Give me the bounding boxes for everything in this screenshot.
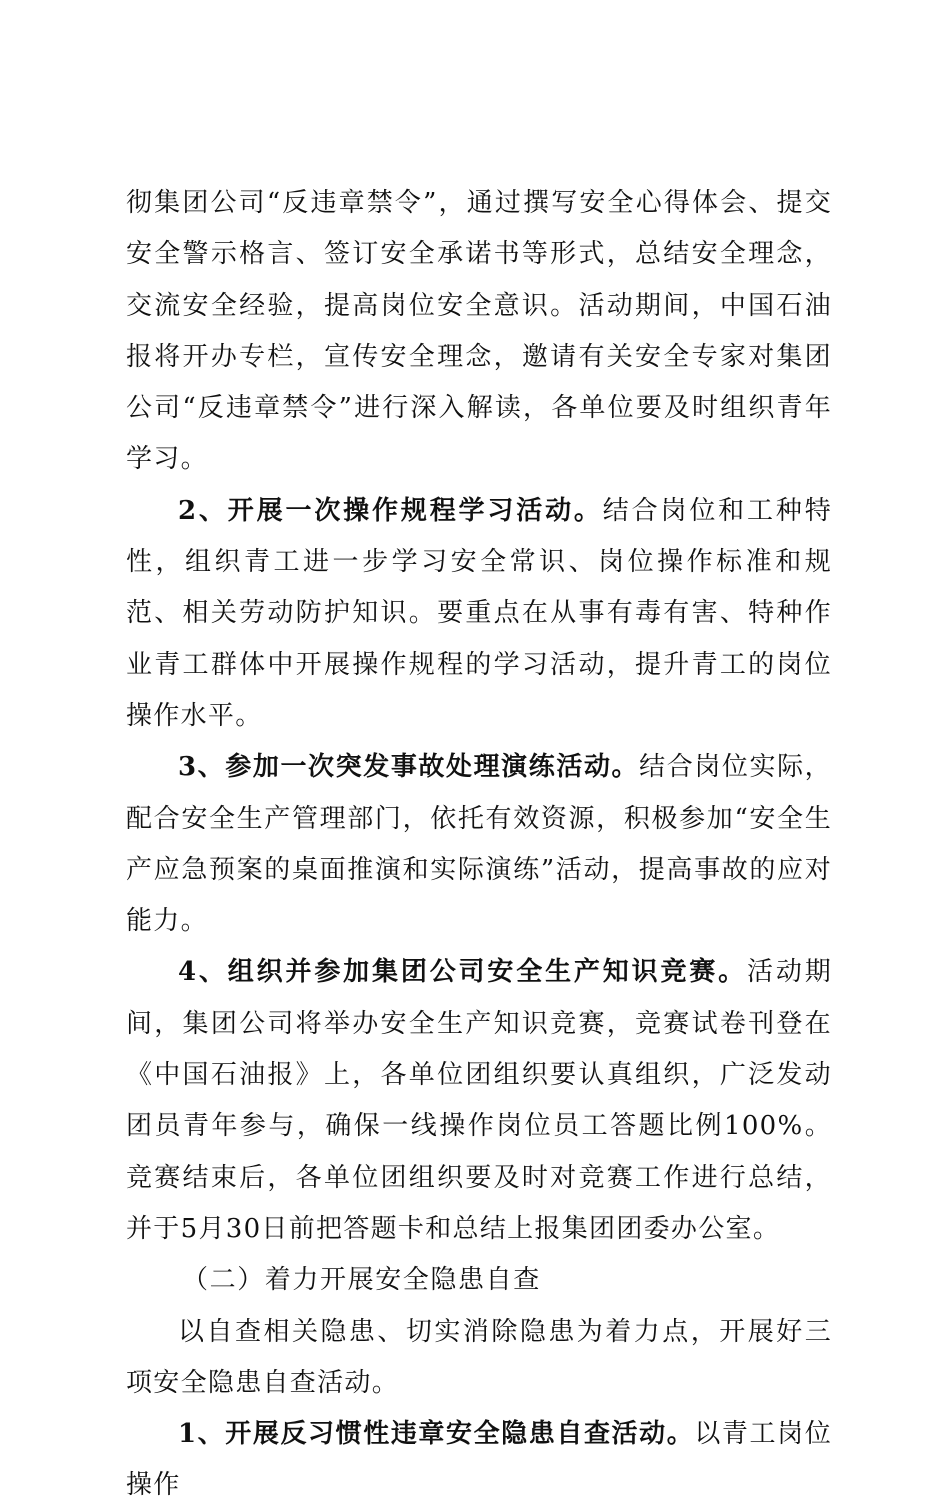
paragraph-text: 彻集团公司“反违章禁令”，通过撰写安全心得体会、提交安全警示格言、签订安全承诺书等形式，总结安全理念，交流安全经验，提高岗位安全意识。活动期间，中国石油报将开办专栏，宣传安全理念，邀请有关安全专家对集团公司“反违章禁令”进行深入解读，各单位要及时组织青年学习。 bbox=[126, 188, 832, 475]
subheading-text: （二）着力开展安全隐患自查 bbox=[182, 1265, 541, 1296]
paragraph-section-intro bbox=[126, 1307, 832, 1410]
paragraph-item-4 bbox=[126, 947, 832, 1255]
paragraph-item-3 bbox=[126, 742, 832, 947]
paragraph-text: 以青工岗位操作 bbox=[126, 1419, 832, 1501]
paragraph-text: 以自查相关隐患、切实消除隐患为着力点，开展好三项安全隐患自查活动。 bbox=[126, 1316, 832, 1398]
paragraph-text: 结合岗位和工种特性，组织青工进一步学习安全常识、岗位操作标准和规范、相关劳动防护知识。要重点在从事有毒有害、特种作业青工群体中开展操作规程的学习活动，提升青工的岗位操作水平。 bbox=[126, 495, 832, 731]
item-heading: 3、参加一次突发事故处理演练活动。 bbox=[178, 752, 640, 783]
paragraph-text: 结合岗位实际，配合安全生产管理部门，依托有效资源，积极参加“安全生产应急预案的桌面推演和实际演练”活动，提高事故的应对能力。 bbox=[126, 752, 832, 937]
item-heading: 1、开展反习惯性违章安全隐患自查活动。 bbox=[178, 1419, 695, 1450]
paragraph-continuation bbox=[126, 178, 832, 486]
section-subheading bbox=[126, 1255, 832, 1306]
paragraph-text: 活动期间，集团公司将举办安全生产知识竞赛，竞赛试卷刊登在《中国石油报》上，各单位团组织要认真组织，广泛发动团员青年参与，确保一线操作岗位员工答题比例100%。竞赛结束后，各单位团组织要及时对竞赛工作进行总结，并于5月30日前把答题卡和总结上报集团团委办公室。 bbox=[126, 957, 832, 1244]
item-heading: 4、组织并参加集团公司安全生产知识竞赛。 bbox=[178, 957, 747, 988]
paragraph-item-2 bbox=[126, 486, 832, 742]
item-heading: 2、开展一次操作规程学习活动。 bbox=[178, 495, 603, 526]
paragraph-item-1 bbox=[126, 1409, 832, 1512]
document-body bbox=[126, 178, 832, 1512]
